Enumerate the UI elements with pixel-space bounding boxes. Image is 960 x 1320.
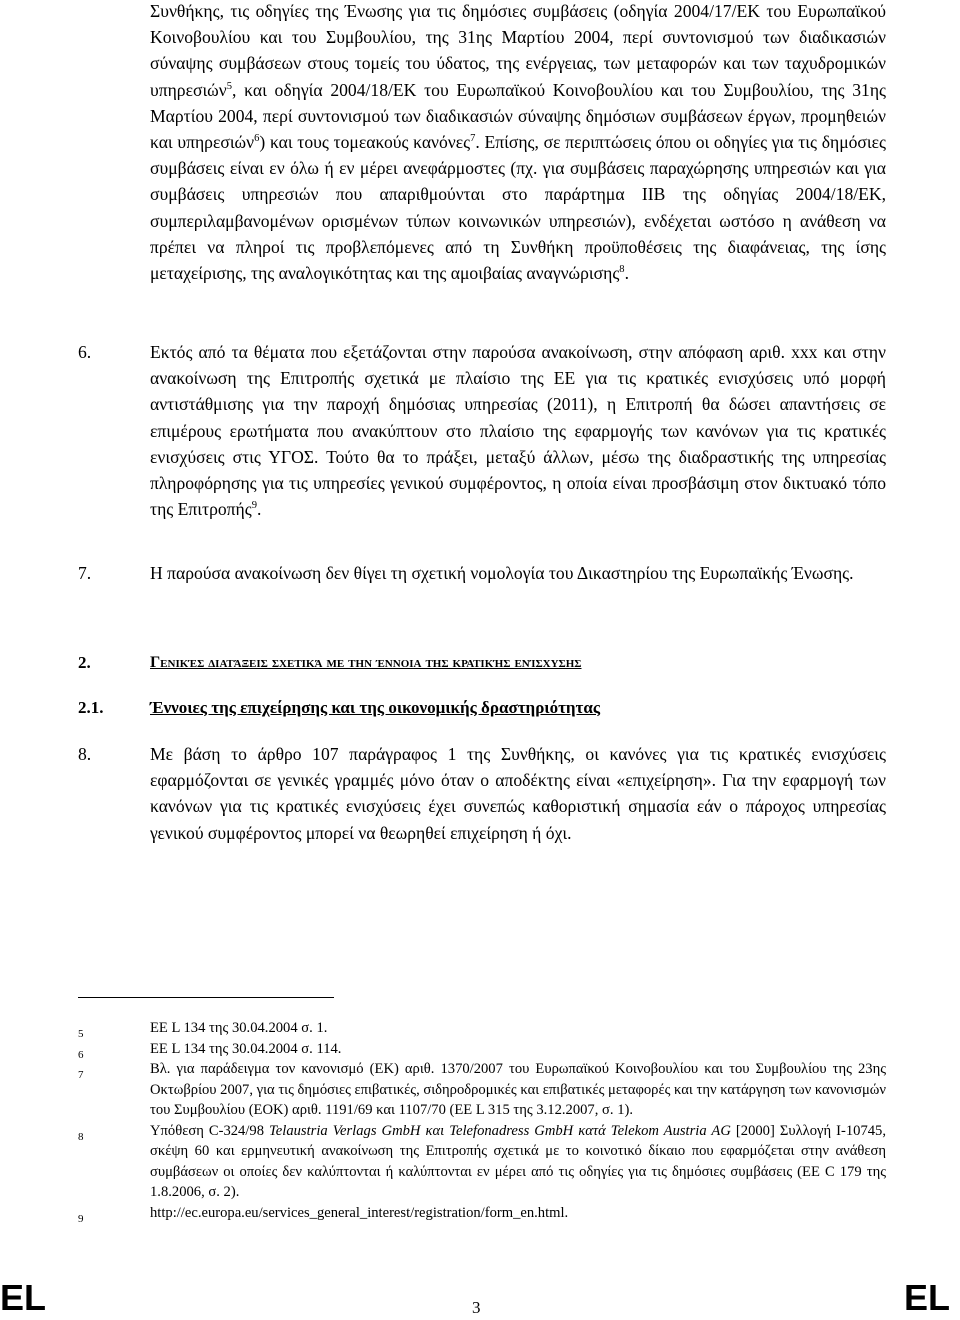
paragraph-number: 8. xyxy=(78,744,92,764)
heading-number: 2.1. xyxy=(78,698,104,717)
paragraph-text: Η παρούσα ανακοίνωση δεν θίγει τη σχετική νομολογία του Δικαστηρίου της Ευρωπαϊκής Ένωσης. xyxy=(150,563,854,583)
footnotes xyxy=(78,1018,886,1223)
heading-text: Γενικές διατάξεις σχετικά με την έννοια της κρατικής ενίσχυσης xyxy=(150,654,582,671)
footnote-ref-5[interactable]: 5 xyxy=(226,80,232,92)
continuation-text-c: ) και τους τομεακούς κανόνες xyxy=(259,132,471,153)
language-code-left: EL xyxy=(0,1277,47,1318)
paragraph-text: Με βάση το άρθρο 107 παράγραφος 1 της Συνθήκης, οι κανόνες για τις κρατικές ενισχύσεις εφαρμόζονται σε γενικές γραμμές μόνο όταν ο αποδέκτης είναι «επιχείρηση». Για την εφαρμογή των κανόνων για τις κρατικές ενισχύσεις έχει συνεπώς καθοριστική σημασία εάν ο πάροχος υπηρεσίας γενικού συμφέροντος μπορεί να θεωρηθεί επιχείρηση ή όχι. xyxy=(150,744,886,843)
footnote-9 xyxy=(78,1203,886,1224)
continuation-text-a: Συνθήκης, τις οδηγίες της Ένωσης για τις δημόσιες συμβάσεις (οδηγία 2004/17/ΕΚ του Ευρωπαϊκού Κοινοβουλίου και του Συμβουλίου, της 31ης Μαρτίου 2004, περί συντονισμού των διαδικασιών σύναψης συμβάσεων στους τομείς του ύδατος, της ενέργειας, των μεταφορών και των ταχυδρομικών υπηρεσιών xyxy=(150,1,886,100)
footnote-6 xyxy=(78,1039,886,1060)
page-footer xyxy=(0,1274,960,1320)
footnote-text: EE L 134 της 30.04.2004 σ. 1. xyxy=(150,1020,328,1036)
paragraph-text: Εκτός από τα θέματα που εξετάζονται στην παρούσα ανακοίνωση, στην απόφαση αριθ. xxx και στην ανακοίνωση της Επιτροπής σχετικά με πλαίσιο της ΕΕ για τις κρατικές ενισχύσεις υπό μορφή αντιστάθμισης για την παροχή δημόσιας υπηρεσίας (2011), η Επιτροπή θα δώσει απαντήσεις σε επιμέρους ερωτήματα που ανακύπτουν στο πλαίσιο της εφαρμογής των κανόνων για τις κρατικές ενισχύσεις στις ΥΓΟΣ. Τούτο θα το πράξει, μεταξύ άλλων, μέσω της διαδραστικής της υπηρεσίας πληροφόρησης για τις υπηρεσίες γενικού συμφέροντος, η οποία είναι προσβάσιμη στον δικτυακό τόπο της Επιτροπής$^9$. xyxy=(150,342,886,520)
footnote-link[interactable]: http://ec.europa.eu/services_general_interest/registration/form_en.html. xyxy=(150,1204,569,1221)
continuation-text-d: . Επίσης, σε περιπτώσεις όπου οι οδηγίες για τις δημόσιες συμβάσεις είναι εν όλω ή εν μέρει ανεφάρμοστες (πχ. για συμβάσεις παραχώρησης υπηρεσιών και για συμβάσεις υπηρεσιών που απαριθμούνται στο παράρτημα ΙΙΒ της οδηγίας 2004/18/ΕΚ, συμπεριλαμβανομένων ορισμένων τύπων κοινωνικών υπηρεσιών), ενδέχεται ωστόσο η ανάθεση να πρέπει να πληροί τις προβλεπόμενες από τη Συνθήκη προϋποθέσεις της διαφάνειας, της ίσης μεταχείρισης, της αναλογικότητας και της αμοιβαίας αναγνώρισης xyxy=(150,132,886,284)
footnote-text: Υπόθεση C-324/98 Telaustria Verlags GmbH και Telefonadress GmbH κατά Telekom Austria AG [2000] Συλλογή I-10745, σκέψη 60 και ερμηνευτική ανακοίνωση της Επιτροπής σχετικά με το κοινοτικό δίκαιο που εφαρμόζεται στην ανάθεση συμβάσεων οι οποίες δεν καλύπτονται ή καλύπτονται εν μέρει από τις οδηγίες για τις δημόσιες συμβάσεις (EE C 179 της 1.8.2006, σ. 2). xyxy=(150,1122,886,1200)
continuation-text-e: . xyxy=(624,263,629,284)
footnote-text: EE L 134 της 30.04.2004 σ. 114. xyxy=(150,1040,342,1057)
footnote-number: 5 xyxy=(78,1028,84,1040)
footnote-number: 6 xyxy=(78,1048,84,1061)
footnote-8 xyxy=(78,1121,886,1203)
continuation-paragraph xyxy=(150,0,886,286)
footnote-7 xyxy=(78,1059,886,1121)
footnote-number: 9 xyxy=(78,1212,84,1225)
footnote-5 xyxy=(78,1018,886,1039)
footnote-ref-7[interactable]: 7 xyxy=(470,133,476,145)
paragraph-number: 6. xyxy=(78,342,92,362)
continuation-text-b: , και οδηγία 2004/18/ΕΚ του Ευρωπαϊκού Κοινοβουλίου και του Συμβουλίου, της 31ης Μαρτίου 2004, περί συντονισμού των διαδικασιών σύναψης δημόσιων συμβάσεων έργων, προμηθειών και υπηρεσιών xyxy=(150,79,886,153)
footnote-number: 8 xyxy=(78,1130,84,1143)
footnote-number: 7 xyxy=(78,1069,84,1081)
case-name: Telaustria Verlags GmbH και Telefonadress GmbH κατά Telekom Austria AG xyxy=(269,1122,731,1139)
footnote-ref-6[interactable]: 6 xyxy=(254,133,260,145)
paragraph-number: 7. xyxy=(78,563,92,583)
footnote-text: Βλ. για παράδειγμα τον κανονισμό (ΕΚ) αριθ. 1370/2007 του Ευρωπαϊκού Κοινοβουλίου και του Συμβουλίου της 23ης Οκτωβρίου 2007, για τις δημόσιες επιβατικές, σιδηροδρομικές και επιβατικές μεταφορές και την κατάργηση των κανονισμών του Συμβουλίου (ΕΟΚ) αριθ. 1191/69 και 1107/70 (EE L 315 της 3.12.2007, σ. 1). xyxy=(150,1061,887,1118)
page-number: 3 xyxy=(472,1298,481,1317)
footnote-ref-8[interactable]: 8 xyxy=(619,264,625,276)
footnote-ref-9[interactable]: 9 xyxy=(251,500,257,512)
heading-number: 2. xyxy=(78,653,91,672)
language-code-right: EL xyxy=(903,1277,950,1318)
heading-text: Έννοιες της επιχείρησης και της οικονομικής δραστηριότητας xyxy=(150,698,601,717)
footnote-separator xyxy=(78,997,334,998)
